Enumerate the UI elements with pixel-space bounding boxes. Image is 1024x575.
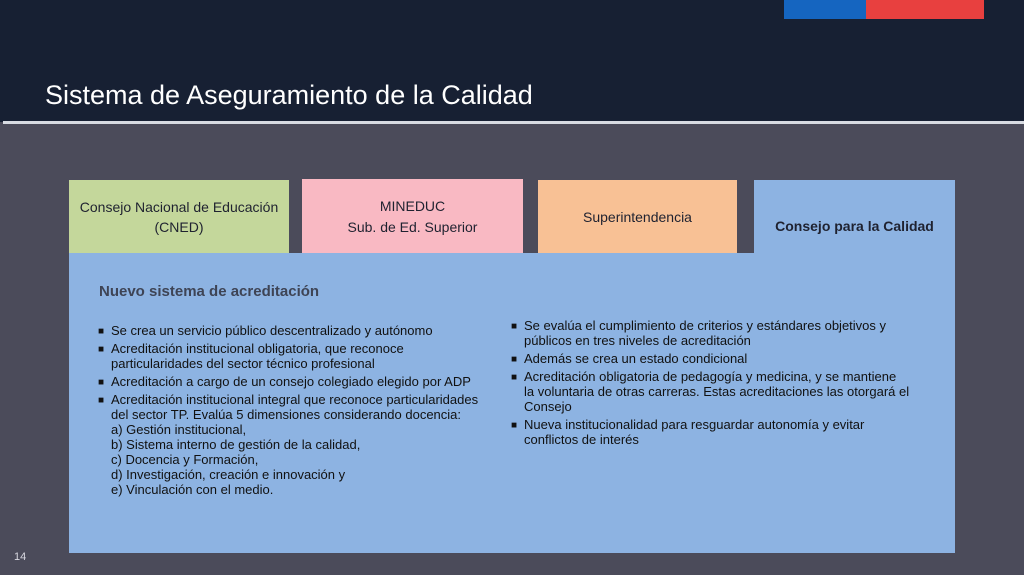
bullet-icon: ■ <box>98 377 105 388</box>
tab-cned <box>69 180 289 254</box>
tab-superintendencia-label: Superintendencia <box>583 208 692 225</box>
list-item: ■ Se crea un servicio público descentralizado y autónomo <box>98 323 433 338</box>
list-item: ■ Nueva institucionalidad para resguardar autonomía y evitar conflictos de interés <box>511 417 865 447</box>
bullet-icon: ■ <box>511 321 518 332</box>
tab-mineduc-label: MINEDUC Sub. de Ed. Superior <box>347 198 478 235</box>
tab-cned-label: Consejo Nacional de Educación (CNED) <box>79 198 279 235</box>
bullet-icon: ■ <box>98 395 105 406</box>
left-bullet-list <box>98 323 518 500</box>
bullet-icon: ■ <box>98 326 105 337</box>
flag-red-stripe <box>866 0 984 19</box>
bullet-icon: ■ <box>98 344 105 355</box>
list-item: ■ Además se crea un estado condicional <box>511 351 748 366</box>
bullet-icon: ■ <box>511 372 518 383</box>
tab-consejo-calidad <box>754 180 955 254</box>
right-bullet-list <box>511 318 936 450</box>
list-item: ■ Acreditación a cargo de un consejo colegiado elegido por ADP <box>98 374 471 389</box>
header-divider <box>3 121 1024 124</box>
bullet-icon: ■ <box>511 420 518 431</box>
list-item: ■ Acreditación obligatoria de pedagogía y medicina, y se mantiene la voluntaria de otras carreras. Estas acreditaciones las otorgará el Consejo <box>511 369 910 414</box>
bullet-icon: ■ <box>511 354 518 365</box>
list-item: ■ Acreditación institucional obligatoria, que reconoce particularidades del sector técnico profesional <box>98 341 404 371</box>
tab-consejo-calidad-label: Consejo para la Calidad <box>775 217 934 234</box>
tab-superintendencia <box>538 180 737 254</box>
slide-title: Sistema de Aseguramiento de la Calidad <box>45 80 533 110</box>
panel-subtitle: Nuevo sistema de acreditación <box>99 283 320 300</box>
tab-mineduc <box>302 179 523 254</box>
page-number: 14 <box>14 551 27 563</box>
flag-blue-stripe <box>784 0 866 19</box>
list-item: ■ Acreditación institucional integral que reconoce particularidades del sector TP. Evalúa 5 dimensiones considerando docencia: a) Gestión institucional, b) Sistema interno de gestión de la calidad, c) Docencia y Formación, d) Investigación, creación e innovación y e) Vinculación con el medio. <box>98 392 479 497</box>
list-item: ■ Se evalúa el cumplimiento de criterios y estándares objetivos y públicos en tres niveles de acreditación <box>511 318 887 348</box>
